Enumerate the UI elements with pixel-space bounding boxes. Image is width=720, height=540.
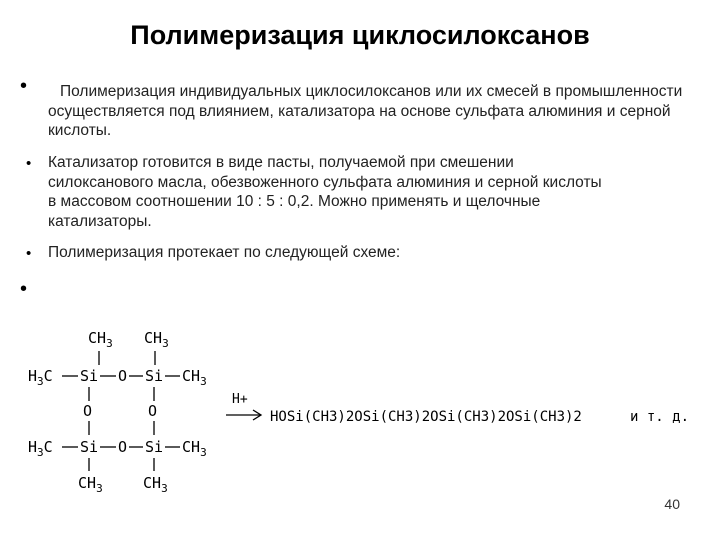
bullet-dot: • [26, 245, 32, 262]
bullet-dot: • [20, 278, 28, 300]
oxygen-bridge-lower: O [118, 438, 128, 456]
oxygen-left: O [83, 402, 93, 420]
reaction-scheme [20, 315, 700, 505]
methyl-top-right: $CH_3$ [144, 329, 169, 350]
methyl-right-upper: $CH_3$ [182, 367, 207, 388]
oxygen-bridge-upper: O [118, 367, 128, 385]
silicon-2: Si [145, 367, 164, 385]
page-number: 40 [664, 496, 680, 512]
catalyst-label: H+ [232, 392, 248, 407]
silicon-4: Si [145, 438, 164, 456]
paragraph-1: Полимеризация индивидуальных циклосилоксанов или их смесей в промышленности осуществляется под влиянием, катализатора на основе сульфата алюминия и серной кислоты. [48, 83, 683, 139]
bullet-dot: • [20, 75, 28, 97]
methyl-right-lower: $CH_3$ [182, 438, 207, 459]
paragraph-2: Катализатор готовится в виде пасты, получаемой при смешении силоксанового масла, обезвоженного сульфата алюминия и серной кислоты в массовом соотношении 10 : 5 : 0,2. Можно применять и щелочные катализаторы. [48, 154, 602, 230]
silicon-3: Si [80, 438, 99, 456]
oxygen-right: O [148, 402, 158, 420]
methyl-bottom-left: $CH_3$ [78, 474, 103, 495]
methyl-bottom-right: $CH_3$ [143, 474, 168, 495]
paragraph-3: Полимеризация протекает по следующей схеме: [48, 244, 401, 261]
silicon-1: Si [80, 367, 99, 385]
etc-label: и т. д. [630, 409, 690, 425]
methyl-top-left: $CH_3$ [88, 329, 113, 350]
slide-title: Полимеризация циклосилоксанов [130, 20, 590, 50]
bullet-dot: • [26, 155, 32, 172]
methyl-left-lower: $H_3C$ [28, 438, 53, 459]
product-formula: HOSi(CH3)2OSi(CH3)2OSi(CH3)2OSi(CH3)2 [270, 409, 582, 425]
methyl-left-upper: $H_3C$ [28, 367, 53, 388]
